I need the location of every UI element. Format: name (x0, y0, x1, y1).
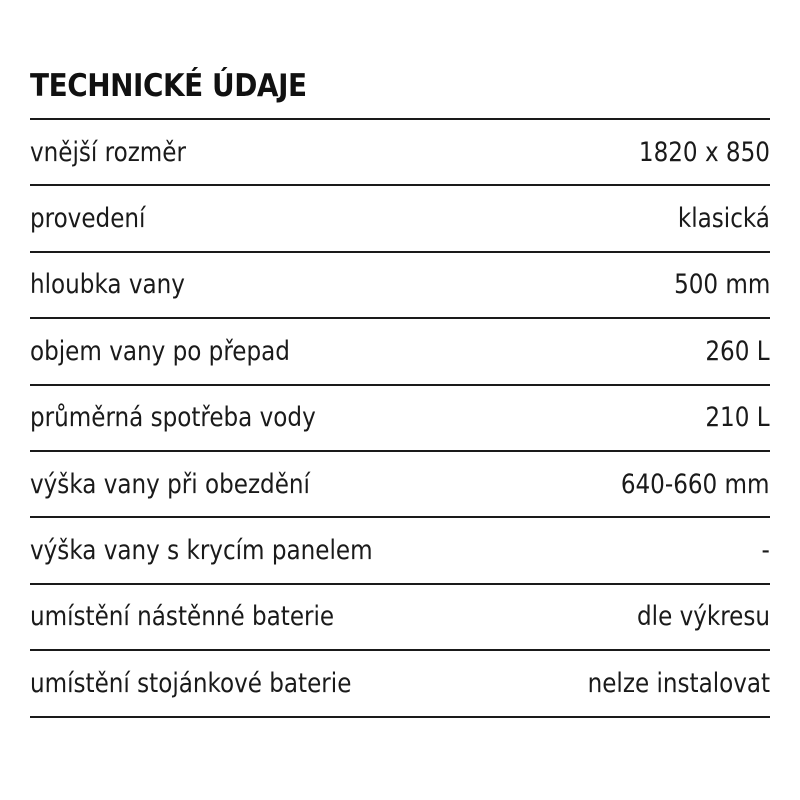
spec-row-water-consumption (30, 386, 770, 452)
spec-label: výška vany při obezdění (30, 468, 310, 500)
spec-row-outer-dimension (30, 120, 770, 186)
spec-value: 1820 x 850 (638, 136, 770, 168)
spec-row-height-with-panel (30, 518, 770, 584)
spec-label: hloubka vany (30, 269, 185, 301)
spec-label: vnější rozměr (30, 136, 186, 168)
spec-value: 640-660 mm (621, 468, 770, 500)
spec-value: 210 L (705, 402, 770, 434)
spec-row-tub-depth (30, 253, 770, 319)
spec-label: výška vany s krycím panelem (30, 535, 373, 567)
spec-row-overflow-volume (30, 319, 770, 385)
spec-row-design (30, 186, 770, 252)
spec-value: klasická (677, 203, 770, 235)
technical-specs-sheet (30, 62, 770, 718)
spec-row-standing-faucet (30, 651, 770, 717)
spec-value: dle výkresu (636, 601, 770, 633)
spec-label: umístění nástěnné baterie (30, 601, 335, 633)
spec-label: průměrná spotřeba vody (30, 402, 316, 434)
specs-title: TECHNICKÉ ÚDAJE (30, 68, 307, 104)
spec-row-wall-faucet (30, 585, 770, 651)
spec-value: nelze instalovat (587, 667, 770, 699)
specs-table (30, 120, 770, 718)
spec-value: 500 mm (673, 269, 770, 301)
spec-label: umístění stojánkové baterie (30, 667, 352, 699)
spec-value: - (761, 535, 770, 567)
spec-label: provedení (30, 203, 146, 235)
spec-row-height-walled (30, 452, 770, 518)
spec-label: objem vany po přepad (30, 335, 290, 367)
spec-value: 260 L (705, 335, 770, 367)
